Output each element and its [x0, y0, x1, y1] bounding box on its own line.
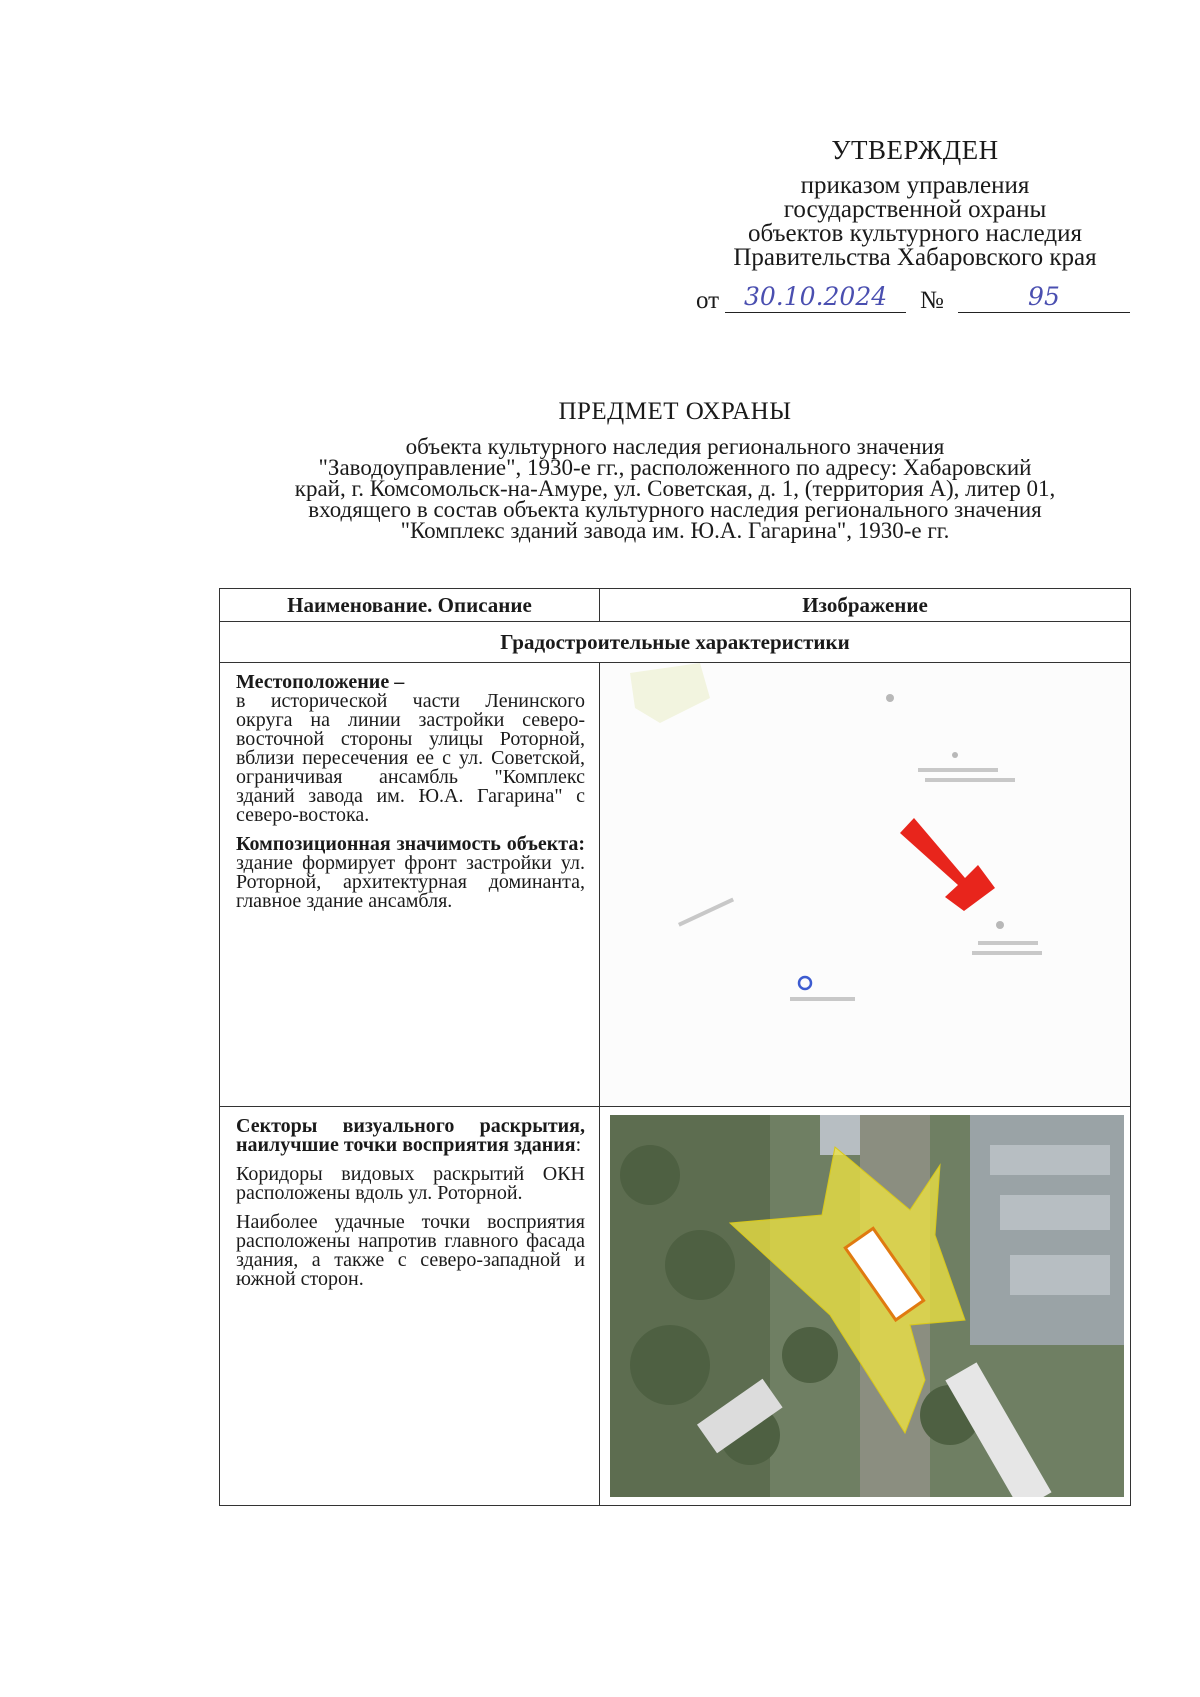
subtitle-line-2: "Заводоуправление", 1930-е гг., расположенного по адресу: Хабаровский — [318, 455, 1032, 480]
approval-line-3: объектов культурного наследия — [748, 220, 1082, 247]
col-header-description: Наименование. Описание — [220, 589, 600, 622]
location-label: Местоположение – — [236, 671, 405, 693]
location-map-drawing — [600, 663, 1130, 1106]
map-location-circle-icon — [799, 977, 811, 989]
section-title: Градостроительные характеристики — [220, 622, 1131, 663]
location-text: в исторической части Ленинского округа на линии застройки северо-восточной стороны улицы Роторной, вблизи пересечения ее с ул. Советской, ограничивая ансамбль "Комплекс зданий завода им. Ю.А. Гагарина" с северо-востока. — [236, 690, 585, 826]
location-paragraph — [236, 673, 585, 825]
location-description-cell — [220, 663, 600, 1107]
sectors-description-cell — [220, 1107, 600, 1506]
table-row-visual-sectors — [220, 1107, 1131, 1506]
subtitle-line-1: объекта культурного наследия регионального значения — [405, 434, 945, 459]
approval-heading: УТВЕРЖДЕН — [831, 135, 999, 165]
aerial-photo-drawing — [610, 1115, 1124, 1497]
red-arrow-marker-icon — [900, 818, 995, 911]
location-map — [600, 663, 1130, 1106]
order-date-handwritten: 30.10.2024 — [725, 282, 906, 313]
approval-line-1: приказом управления — [800, 172, 1030, 199]
table-header-row — [220, 589, 1131, 622]
approval-block — [696, 135, 1130, 314]
sectors-paragraph-1: Коридоры видовых раскрытий ОКН расположены вдоль ул. Роторной. — [236, 1163, 585, 1204]
protection-subject-table — [219, 588, 1131, 1506]
section-row — [220, 622, 1131, 663]
date-prefix: от — [696, 287, 720, 314]
map-green-area — [630, 663, 710, 723]
aerial-photo — [610, 1115, 1124, 1497]
table-row-location — [220, 663, 1131, 1107]
sectors-image-cell — [600, 1107, 1131, 1506]
document-subtitle — [220, 436, 1130, 541]
subtitle-line-5: "Комплекс зданий завода им. Ю.А. Гагарина", 1930-е гг. — [400, 518, 950, 543]
order-number-handwritten: 95 — [958, 282, 1130, 313]
approval-line-2: государственной охраны — [783, 196, 1047, 223]
number-prefix: № — [920, 287, 944, 314]
col-header-image: Изображение — [600, 589, 1131, 622]
sectors-label-paragraph: Секторы визуального раскрытия, наилучшие точки восприятия здания: — [236, 1115, 585, 1156]
subtitle-line-4: входящего в состав объекта культурного наследия регионального значения — [308, 497, 1042, 522]
sectors-label: Секторы визуального раскрытия, наилучшие точки восприятия здания — [236, 1115, 585, 1156]
document-title: ПРЕДМЕТ ОХРАНЫ — [558, 398, 792, 425]
subtitle-line-3: край, г. Комсомольск-на-Амуре, ул. Советская, д. 1, (территория А), литер 01, — [294, 476, 1056, 501]
composition-label: Композиционная значимость объекта: — [236, 833, 585, 855]
approval-line-4: Правительства Хабаровского края — [733, 244, 1097, 271]
composition-paragraph — [236, 835, 585, 911]
order-line — [696, 282, 1130, 313]
location-image-cell — [600, 663, 1131, 1107]
composition-text: здание формирует фронт застройки ул. Роторной, архитектурная доминанта, главное здание ансамбля. — [236, 852, 585, 912]
sectors-paragraph-2: Наиболее удачные точки восприятия расположены напротив главного фасада здания, а также с северо-западной и южной сторон. — [236, 1211, 585, 1290]
